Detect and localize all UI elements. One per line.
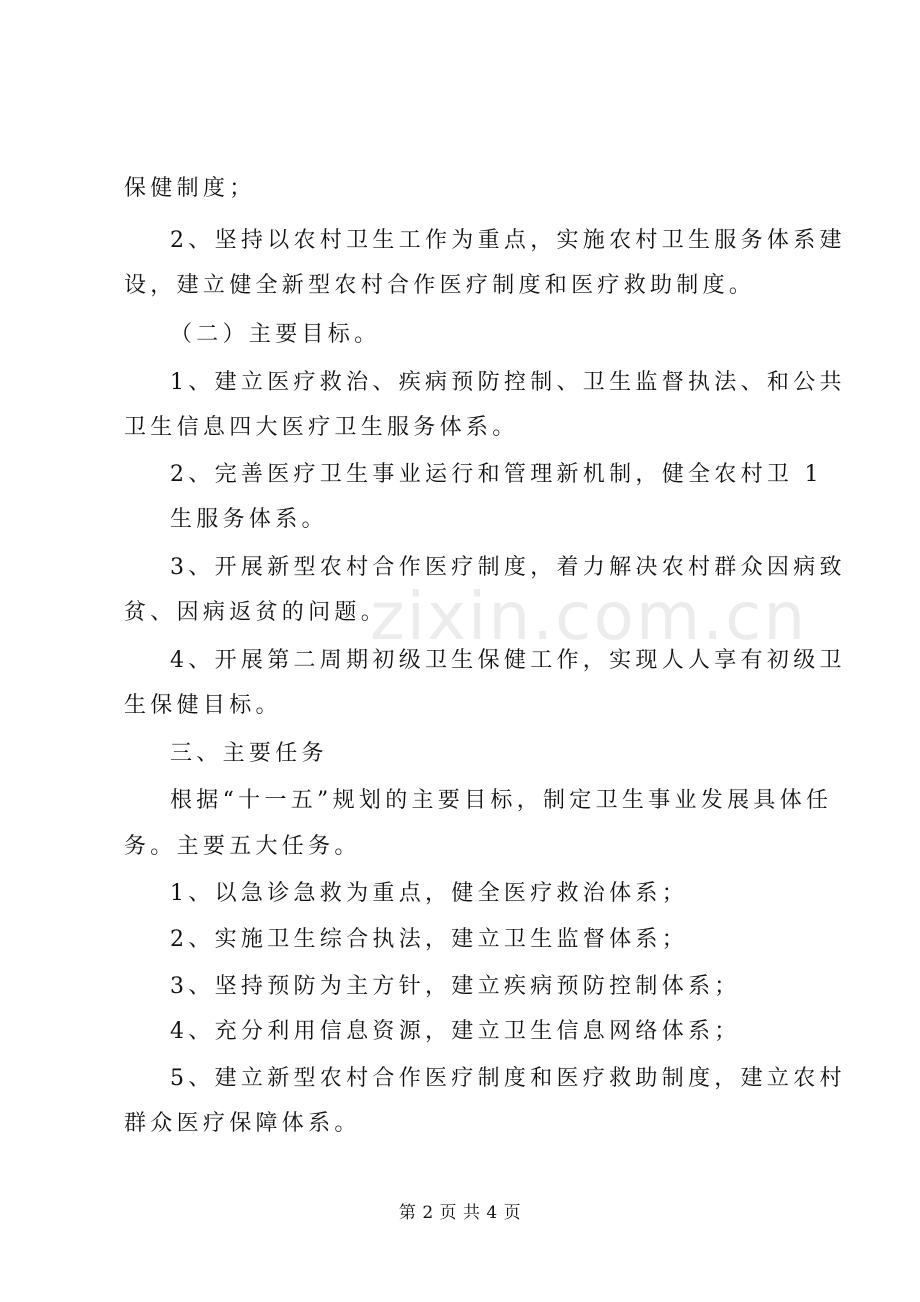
- page-footer: 第 2 页 共 4 页: [398, 1203, 522, 1223]
- text-line: 2、坚持以农村卫生工作为重点，实施农村卫生服务体系建: [170, 228, 846, 253]
- text-line: 生服务体系。: [170, 507, 328, 532]
- text-line: 4、开展第二周期初级卫生保健工作，实现人人享有初级卫: [170, 648, 846, 673]
- list-item: 2、实施卫生综合执法，建立卫生监督体系；: [170, 927, 688, 952]
- text-line: 卫生信息四大医疗卫生服务体系。: [124, 415, 519, 440]
- text-line: 群众医疗保障体系。: [124, 1111, 361, 1136]
- list-item: 3、坚持预防为主方针，建立疾病预防控制体系；: [170, 974, 741, 999]
- text-line: 2、完善医疗卫生事业运行和管理新机制，健全农村卫 1: [170, 462, 823, 487]
- list-item: 5、建立新型农村合作医疗制度和医疗救助制度，建立农村: [170, 1066, 846, 1091]
- list-item: 1、以急诊急救为重点，健全医疗救治体系；: [170, 881, 688, 906]
- text-line: 生保健目标。: [124, 693, 282, 718]
- text-line: 保健制度；: [124, 176, 256, 201]
- text-line: 务。主要五大任务。: [124, 834, 361, 859]
- text-line: 设，建立健全新型农村合作医疗制度和医疗救助制度。: [124, 273, 756, 298]
- text-line: 1、建立医疗救治、疾病预防控制、卫生监督执法、和公共: [170, 370, 846, 395]
- text-line: 根据“十一五”规划的主要目标，制定卫生事业发展具体任: [170, 788, 833, 813]
- section-heading: 三、主要任务: [170, 741, 328, 766]
- text-line: 3、开展新型农村合作医疗制度，着力解决农村群众因病致: [170, 555, 846, 580]
- watermark: zixin.com.cn: [370, 578, 808, 655]
- list-item: 4、充分利用信息资源，建立卫生信息网络体系；: [170, 1019, 741, 1044]
- section-heading: （二）主要目标。: [170, 322, 381, 347]
- text-line: 贫、因病返贫的问题。: [124, 600, 388, 625]
